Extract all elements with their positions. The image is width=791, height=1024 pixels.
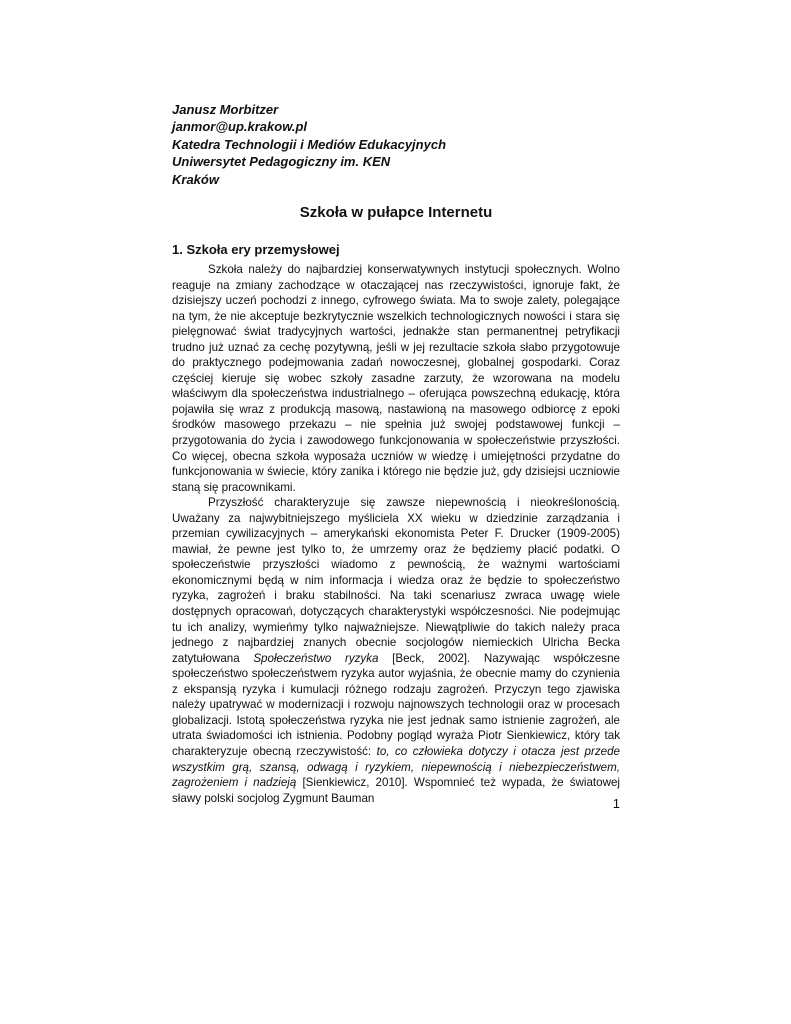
author-email: janmor@up.krakow.pl [172, 119, 307, 135]
paragraph-2-text-2: [Beck, 2002]. Nazywając współczesne społeczeństwo społeczeństwem ryzyka autor wyjaśnia, że obecnie mamy do czynienia z ekspansją ryzyka i kumulacji różnego rodzaju zagrożeń. Przyczyn tego zjawiska należy upatrywać w modernizacji i rozwoju najnowszych technologii oraz w procesach globalizacji. Istotą społeczeństwa ryzyka nie jest jednak samo istnienie zagrożeń, ale utrata świadomości ich istnienia. Podobny pogląd wyraża Piotr Sienkiewicz, który tak charakteryzuje obecną rzeczywistość: [172, 651, 620, 758]
paragraph-1: Szkoła należy do najbardziej konserwatywnych instytucji społecznych. Wolno reaguje na zmiany zachodzące w otaczającej nas rzeczywistości, ignoruje fakt, że dzisiejszy uczeń pochodzi z innego, cyfrowego świata. Ma to swoje zalety, polegające na tym, że nie akceptuje bezkrytycznie wszelkich technologicznych nowości i stara się pielęgnować świat tradycyjnych wartości, jednakże stan permanentnej petryfikacji trudno już uznać za cechę pozytywną, jeśli w jej rezultacie szkoła słabo przygotowuje do praktycznego podejmowania zadań nowoczesnej, globalnej gospodarki. Coraz częściej kieruje się wobec szkoły zasadne zarzuty, że wzorowana na modelu właściwym dla społeczeństwa industrialnego – oferująca powszechną edukację, która pojawiła się wraz z produkcją masową, nastawioną na masowego odbiorcę z epoki środków masowego przekazu – nie spełnia już swojej podstawowej funkcji – przygotowania do życia i zawodowego funkcjonowania w społeczeństwie przyszłości. Co więcej, obecna szkoła wyposaża uczniów w wiedzę i umiejętności przydatne do funkcjonowania w świecie, który zanika i którego nie będzie już, gdy dzisiejsi uczniowie staną się pracownikami. [172, 263, 620, 494]
author-info [172, 101, 632, 188]
body-text [172, 262, 620, 806]
author-department: Katedra Technologii i Mediów Edukacyjnych [172, 136, 447, 152]
book-title: Społeczeństwo ryzyka [253, 651, 379, 665]
document-title: Szkoła w pułapce Internetu [299, 204, 493, 221]
paragraph-2-text-1: Przyszłość charakteryzuje się zawsze niepewnością i nieokreślonością. Uważany za najwybitniejszego myśliciela XX wieku w dziedzinie zarządzania i przemian cywilizacyjnych – amerykański ekonomista Peter F. Drucker (1909-2005) mawiał, że pewne jest tylko to, że umrzemy oraz że będziemy płacić podatki. O społeczeństwie przyszłości wiadomo z pewnością, że ważnymi wartościami ekonomicznymi będą w nim informacja i wiedza oraz że będzie to społeczeństwo ryzyka, zagrożeń i braku stabilności. Na taki scenariusz zwraca uwagę wiele dostępnych opracowań, dotyczących charakterystyki współczesności. Nie podejmując tu ich analizy, wymieńmy tylko najważniejsze. Niewątpliwie do takich należy praca jednego z najbardziej znanych obecnie socjologów niemieckich Ulricha Becka zatytułowana [172, 496, 620, 665]
paragraph-2-text-3: [Sienkiewicz, 2010]. Wspomnieć też wypada, że światowej sławy polski socjolog Zygmunt Bauman [172, 776, 620, 805]
page-number: 1 [612, 796, 620, 811]
author-name: Janusz Morbitzer [172, 102, 279, 117]
author-university: Uniwersytet Pedagogiczny im. KEN [172, 154, 391, 170]
paragraph-2 [172, 495, 620, 806]
section-heading: 1. Szkoła ery przemysłowej [172, 242, 340, 257]
quotation: to, co człowieka dotyczy i otacza jest przede wszystkim grą, szansą, odwagą i ryzykiem, niepewnością i niebezpieczeństwem, zagrożeniem i nadzieją [172, 744, 620, 790]
author-city: Kraków [172, 171, 219, 187]
